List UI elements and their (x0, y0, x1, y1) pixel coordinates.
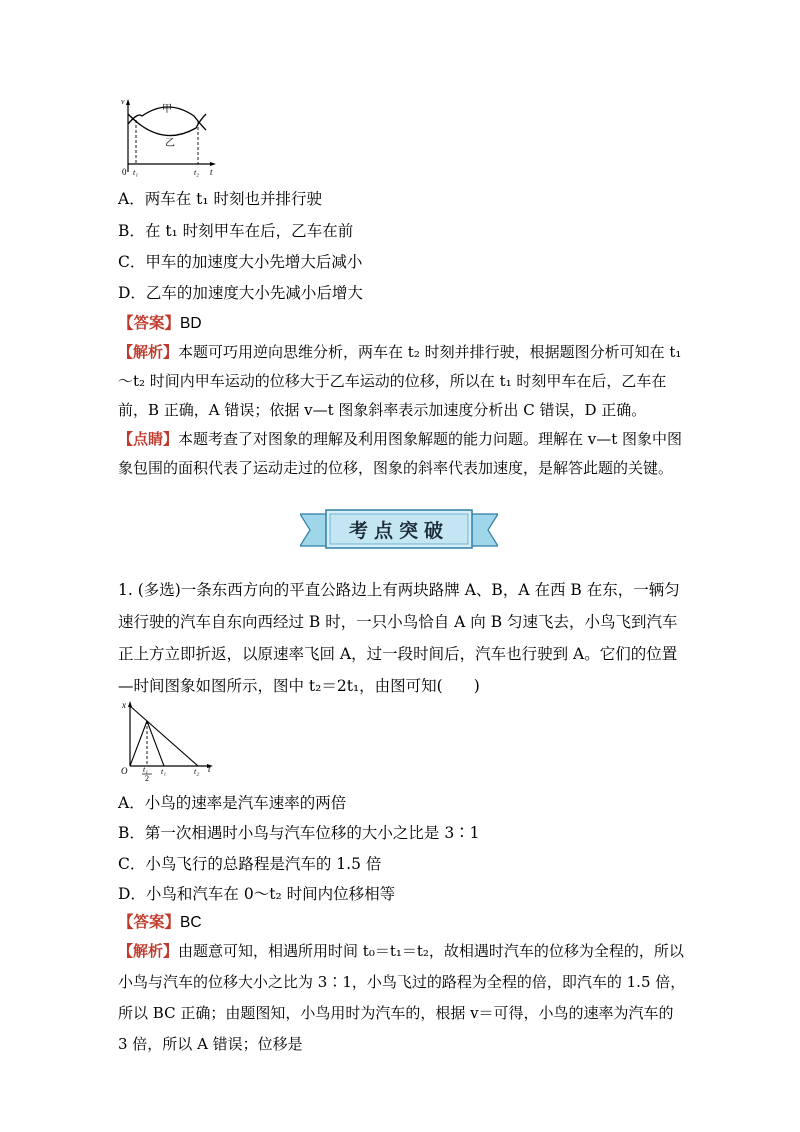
axis-label-x: x (122, 700, 126, 710)
q1-analysis (118, 936, 686, 1060)
analysis-text: 本题可巧用逆向思维分析，两车在 t₂ 时刻并排行驶，根据题图分析可知在 t₁～t₂ 时间内甲车运动的位移大于乙车运动的位移，所以在 t₁ 时刻甲车在后，乙车在前，B 正确，A 错误；依据 v—t 图象斜率表示加速度分析出 C 错误，D 正确。 (118, 343, 682, 419)
tick-label-t1-half-den: 2 (145, 774, 149, 782)
q0-answer-row (118, 313, 202, 334)
curve-label-yi: 乙 (165, 138, 175, 149)
q0-option-d: D．乙车的加速度大小先减小后增大 (118, 284, 363, 302)
answer-value: BD (180, 315, 202, 332)
tick-label-t1: t₁ (133, 168, 139, 177)
analysis-tag: 【解析】 (118, 942, 179, 960)
origin-label: O (121, 766, 128, 776)
q0-comment (118, 425, 686, 483)
banner-title: 考点突破 (348, 520, 449, 542)
section-banner (300, 508, 498, 552)
t-axis-arrow (210, 162, 216, 166)
q1-answer-row (118, 912, 202, 933)
q1-option-d: D．小鸟和汽车在 0～t₂ 时间内位移相等 (118, 885, 396, 903)
axis-label-t: t (210, 167, 213, 177)
xt-graph-figure (118, 698, 218, 782)
q1-option-c: C．小鸟飞行的总路程是汽车的 1.5 倍 (118, 855, 382, 873)
q1-option-a: A．小鸟的速率是汽车速率的两倍 (118, 794, 347, 812)
v-axis-arrow (126, 99, 130, 105)
car-line (130, 706, 198, 766)
q0-option-b: B．在 t₁ 时刻甲车在后，乙车在前 (118, 222, 354, 240)
comment-text: 本题考查了对图象的理解及利用图象解题的能力问题。理解在 v—t 图象中图象包围的面积代表了运动走过的位移，图象的斜率代表加速度，是解答此题的关键。 (118, 430, 683, 477)
q0-option-a: A．两车在 t₁ 时刻也并排行驶 (118, 190, 322, 208)
axis-label-v: v (121, 97, 125, 106)
q0-analysis (118, 338, 686, 425)
curve-label-jia: 甲 (162, 104, 172, 115)
q1-option-b: B．第一次相遇时小鸟与汽车位移的大小之比是 3∶1 (118, 824, 480, 842)
analysis-tag: 【解析】 (118, 343, 179, 361)
axis-label-t: t (208, 764, 211, 774)
comment-tag: 【点睛】 (118, 430, 179, 448)
origin-label: 0 (122, 167, 127, 177)
analysis-text: 由题意可知，相遇所用时间 t₀＝t₁＝t₂，故相遇时汽车的位移为全程的，所以小鸟与汽车的位移大小之比为 3∶1，小鸟飞过的路程为全程的倍，即汽车的 1.5 倍，所以 BC 正确；由题图知，小鸟用时为汽车的，根据 v＝可得，小鸟的速率为汽车的 3 倍，所以 A 错误；位移是 (118, 942, 686, 1053)
answer-tag: 【答案】 (118, 912, 181, 931)
q0-option-c: C．甲车的加速度大小先增大后减小 (118, 253, 363, 271)
tick-label-t1-half-num: t₁ (143, 765, 149, 774)
vt-graph-figure (118, 96, 218, 178)
tick-label-t1: t₁ (161, 767, 167, 776)
tick-label-t2: t₂ (194, 168, 200, 177)
answer-value: BC (180, 914, 202, 931)
bird-line-out (130, 721, 147, 766)
bird-line-back (147, 721, 164, 766)
answer-tag: 【答案】 (118, 313, 181, 332)
tick-label-t2: t₂ (194, 767, 200, 776)
q1-stem: 1. (多选)一条东西方向的平直公路边上有两块路牌 A、B，A 在西 B 在东，一辆匀速行驶的汽车自东向西经过 B 时，一只小鸟恰自 A 向 B 匀速飞去，小鸟飞到汽车正上方立即折返，以原速率飞回 A，过一段时间后，汽车也行驶到 A。它们的位置—时间图象如图所示，图中 t₂＝2t₁，由图可知( ) (118, 581, 680, 695)
